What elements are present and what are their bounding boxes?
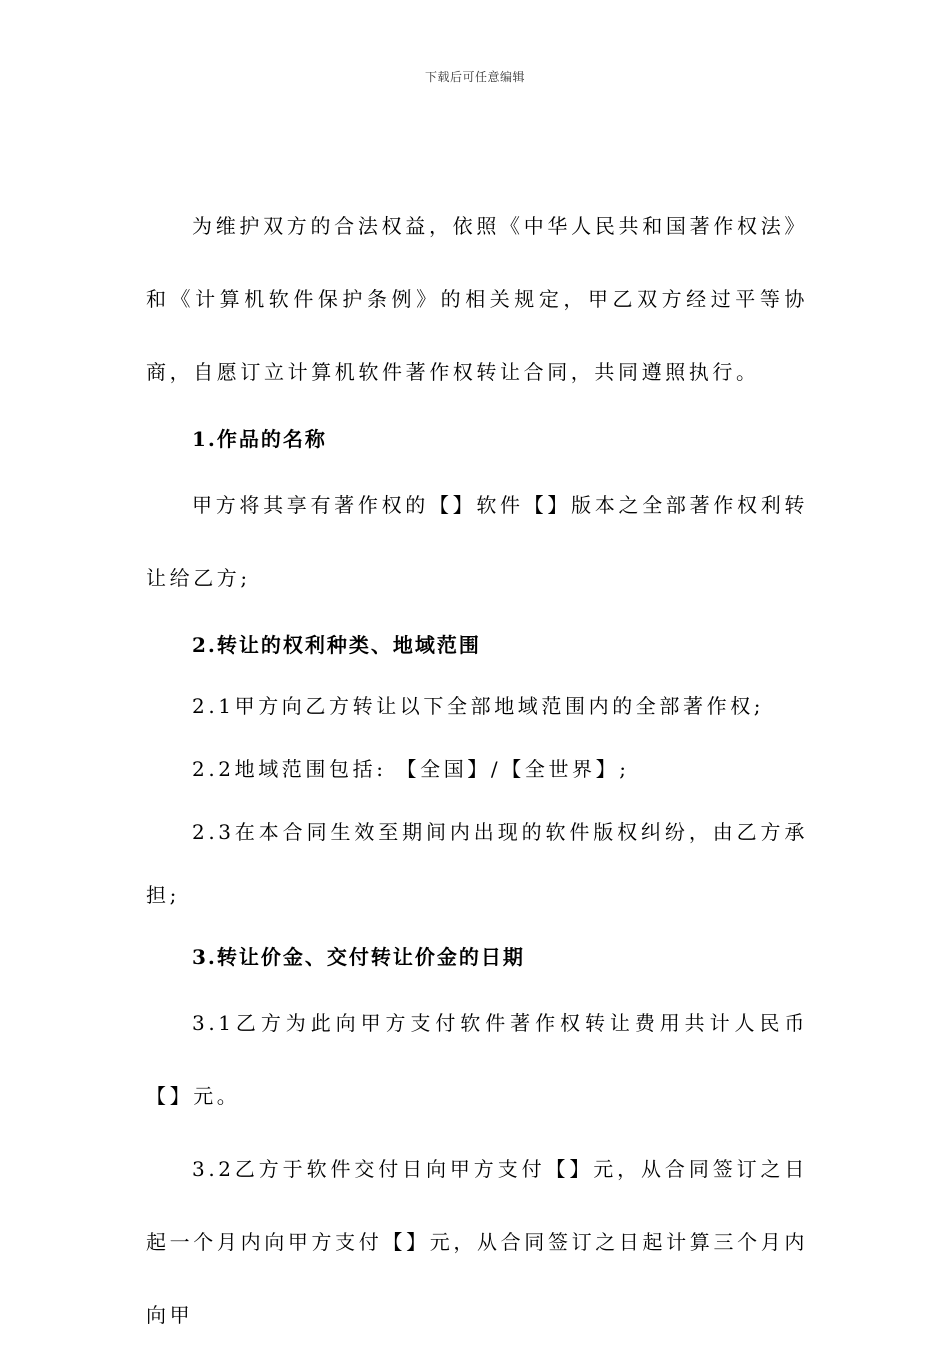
clause-3-1: 3.1乙方为此向甲方支付软件著作权转让费用共计人民币【】元。 (146, 1011, 808, 1108)
clause-3-2: 3.2乙方于软件交付日向甲方支付【】元，从合同签订之日起一个月内向甲方支付【】元，从合同签订之日起计算三个月内向甲 (146, 1157, 808, 1327)
section-1-heading: 1.作品的名称 (192, 427, 327, 451)
document-body (146, 190, 808, 1352)
section-1-body: 甲方将其享有著作权的【】软件【】版本之全部著作权利转让给乙方; (146, 493, 808, 590)
page-header: 下载后可任意编辑 (424, 70, 525, 84)
section-3-heading: 3.转让价金、交付转让价金的日期 (192, 945, 525, 969)
clause-2-2: 2.2地域范围包括: 【全国】/【全世界】; (192, 757, 630, 781)
section-2-heading: 2.转让的权利种类、地域范围 (192, 633, 481, 657)
clause-2-3: 2.3在本合同生效至期间内出现的软件版权纠纷，由乙方承担; (146, 820, 808, 907)
clause-2-1: 2.1甲方向乙方转让以下全部地域范围内的全部著作权; (192, 694, 765, 718)
intro-paragraph: 为维护双方的合法权益，依照《中华人民共和国著作权法》和《计算机软件保护条例》的相关规定，甲乙双方经过平等协商，自愿订立计算机软件著作权转让合同，共同遵照执行。 (146, 214, 808, 384)
